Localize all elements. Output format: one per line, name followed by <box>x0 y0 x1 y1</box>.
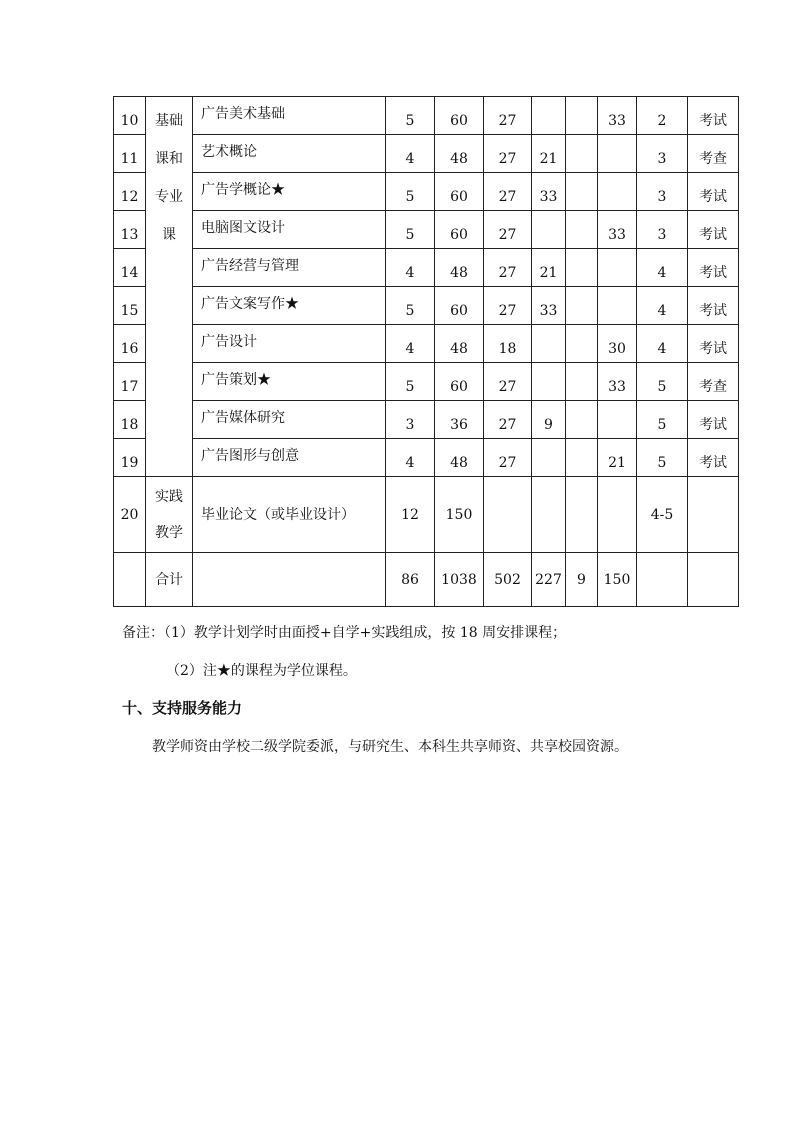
course-name: 广告图形与创意 <box>193 439 386 477</box>
total-credits: 86 <box>386 553 435 607</box>
cell-credits: 5 <box>386 287 435 325</box>
table-row <box>114 249 739 287</box>
cell-self <box>532 325 566 363</box>
cell-extra: 33 <box>598 211 637 249</box>
cell-extra: 33 <box>598 97 637 135</box>
cell-hours: 48 <box>435 439 484 477</box>
cell-exam: 考试 <box>688 249 739 287</box>
cell-term: 5 <box>637 401 688 439</box>
cell-extra: 33 <box>598 363 637 401</box>
cell-face: 27 <box>484 135 532 173</box>
cell-self: 21 <box>532 249 566 287</box>
cell-exam: 考试 <box>688 173 739 211</box>
cell-hours: 60 <box>435 363 484 401</box>
section-title: 十、支持服务能力 <box>122 699 243 717</box>
cell-extra: 21 <box>598 439 637 477</box>
cell-face: 18 <box>484 325 532 363</box>
cell-practice <box>566 249 598 287</box>
cell-credits: 4 <box>386 135 435 173</box>
cell-practice <box>566 97 598 135</box>
cell-hours: 48 <box>435 135 484 173</box>
note-line-1: 备注：（1）教学计划学时由面授+自学+实践组成，按 18 周安排课程； <box>122 625 567 641</box>
cell-exam: 考试 <box>688 97 739 135</box>
cell-self: 9 <box>532 401 566 439</box>
cell-self <box>532 439 566 477</box>
cell-term: 4-5 <box>637 477 688 553</box>
total-hours: 1038 <box>435 553 484 607</box>
row-number: 20 <box>114 477 146 553</box>
total-self: 227 <box>532 553 566 607</box>
cell-hours: 150 <box>435 477 484 553</box>
cell-extra <box>598 477 637 553</box>
row-number: 19 <box>114 439 146 477</box>
cell-extra <box>598 287 637 325</box>
category-label: 实践 <box>155 488 183 505</box>
table-row-total <box>114 553 739 607</box>
cell-credits: 4 <box>386 439 435 477</box>
cell-exam: 考试 <box>688 401 739 439</box>
row-number <box>114 553 146 607</box>
cell-self: 33 <box>532 287 566 325</box>
cell-credits: 4 <box>386 325 435 363</box>
course-name: 毕业论文（或毕业设计） <box>193 477 386 553</box>
cell-credits: 4 <box>386 249 435 287</box>
row-number: 10 <box>114 97 146 135</box>
cell-self <box>532 97 566 135</box>
cell-exam: 考试 <box>688 287 739 325</box>
row-number: 17 <box>114 363 146 401</box>
cell-credits: 5 <box>386 173 435 211</box>
cell-face: 27 <box>484 287 532 325</box>
cell-exam: 考试 <box>688 325 739 363</box>
row-number: 16 <box>114 325 146 363</box>
total-term <box>637 553 688 607</box>
table-row <box>114 401 739 439</box>
category-cell <box>146 97 193 477</box>
cell-extra <box>598 173 637 211</box>
table-row <box>114 363 739 401</box>
cell-practice <box>566 325 598 363</box>
row-number: 13 <box>114 211 146 249</box>
course-plan-table <box>113 96 739 607</box>
category-label: 课和 <box>155 151 183 167</box>
table-row <box>114 439 739 477</box>
cell-extra <box>598 135 637 173</box>
total-practice: 9 <box>566 553 598 607</box>
cell-extra <box>598 249 637 287</box>
note-line-2: （2）注★的课程为学位课程。 <box>166 663 357 679</box>
cell-face: 27 <box>484 97 532 135</box>
cell-self: 21 <box>532 135 566 173</box>
cell-hours: 60 <box>435 287 484 325</box>
cell-self <box>532 477 566 553</box>
cell-term: 3 <box>637 211 688 249</box>
cell-term: 3 <box>637 135 688 173</box>
cell-face: 27 <box>484 173 532 211</box>
cell-hours: 60 <box>435 97 484 135</box>
cell-exam: 考查 <box>688 135 739 173</box>
cell-term: 3 <box>637 173 688 211</box>
cell-credits: 3 <box>386 401 435 439</box>
cell-face: 27 <box>484 249 532 287</box>
category-label: 课 <box>162 227 176 243</box>
total-label: 合计 <box>146 553 193 607</box>
cell-extra: 30 <box>598 325 637 363</box>
cell-practice <box>566 477 598 553</box>
cell-self: 33 <box>532 173 566 211</box>
cell-credits: 5 <box>386 211 435 249</box>
table-row <box>114 287 739 325</box>
row-number: 18 <box>114 401 146 439</box>
cell-face: 27 <box>484 439 532 477</box>
cell-practice <box>566 363 598 401</box>
table-row <box>114 325 739 363</box>
cell-exam: 考试 <box>688 439 739 477</box>
cell-self <box>532 363 566 401</box>
course-name: 广告策划★ <box>193 363 386 401</box>
cell-practice <box>566 135 598 173</box>
cell-practice <box>566 287 598 325</box>
cell-hours: 48 <box>435 249 484 287</box>
row-number: 11 <box>114 135 146 173</box>
category-label: 基础 <box>155 113 183 129</box>
cell-term: 4 <box>637 287 688 325</box>
cell-hours: 36 <box>435 401 484 439</box>
course-name: 广告美术基础 <box>193 97 386 135</box>
cell-practice <box>566 211 598 249</box>
table-row <box>114 135 739 173</box>
cell-term: 5 <box>637 363 688 401</box>
cell-term: 5 <box>637 439 688 477</box>
course-name: 广告学概论★ <box>193 173 386 211</box>
cell-credits: 12 <box>386 477 435 553</box>
course-name: 广告经营与管理 <box>193 249 386 287</box>
category-label: 教学 <box>155 524 183 541</box>
cell-practice <box>566 439 598 477</box>
cell-self <box>532 211 566 249</box>
total-exam <box>688 553 739 607</box>
cell-face <box>484 477 532 553</box>
row-number: 15 <box>114 287 146 325</box>
table-body <box>114 97 739 607</box>
row-number: 12 <box>114 173 146 211</box>
cell-face: 27 <box>484 211 532 249</box>
cell-credits: 5 <box>386 97 435 135</box>
cell-exam: 考查 <box>688 363 739 401</box>
table-row <box>114 477 739 553</box>
cell-exam <box>688 477 739 553</box>
cell-term: 4 <box>637 249 688 287</box>
cell-exam: 考试 <box>688 211 739 249</box>
cell-term: 2 <box>637 97 688 135</box>
cell-hours: 60 <box>435 173 484 211</box>
total-extra: 150 <box>598 553 637 607</box>
cell-term: 4 <box>637 325 688 363</box>
cell-extra <box>598 401 637 439</box>
table-row <box>114 211 739 249</box>
course-name: 艺术概论 <box>193 135 386 173</box>
cell-credits: 5 <box>386 363 435 401</box>
total-face: 502 <box>484 553 532 607</box>
course-name <box>193 553 386 607</box>
course-name: 广告文案写作★ <box>193 287 386 325</box>
category-label: 专业 <box>155 189 183 205</box>
course-name: 广告设计 <box>193 325 386 363</box>
table-row <box>114 173 739 211</box>
category-cell <box>146 477 193 553</box>
course-name: 电脑图文设计 <box>193 211 386 249</box>
cell-practice <box>566 401 598 439</box>
cell-face: 27 <box>484 401 532 439</box>
cell-practice <box>566 173 598 211</box>
row-number: 14 <box>114 249 146 287</box>
cell-face: 27 <box>484 363 532 401</box>
course-name: 广告媒体研究 <box>193 401 386 439</box>
cell-hours: 60 <box>435 211 484 249</box>
table-row <box>114 97 739 135</box>
cell-hours: 48 <box>435 325 484 363</box>
section-body: 教学师资由学校二级学院委派，与研究生、本科生共享师资、共享校园资源。 <box>152 739 628 755</box>
